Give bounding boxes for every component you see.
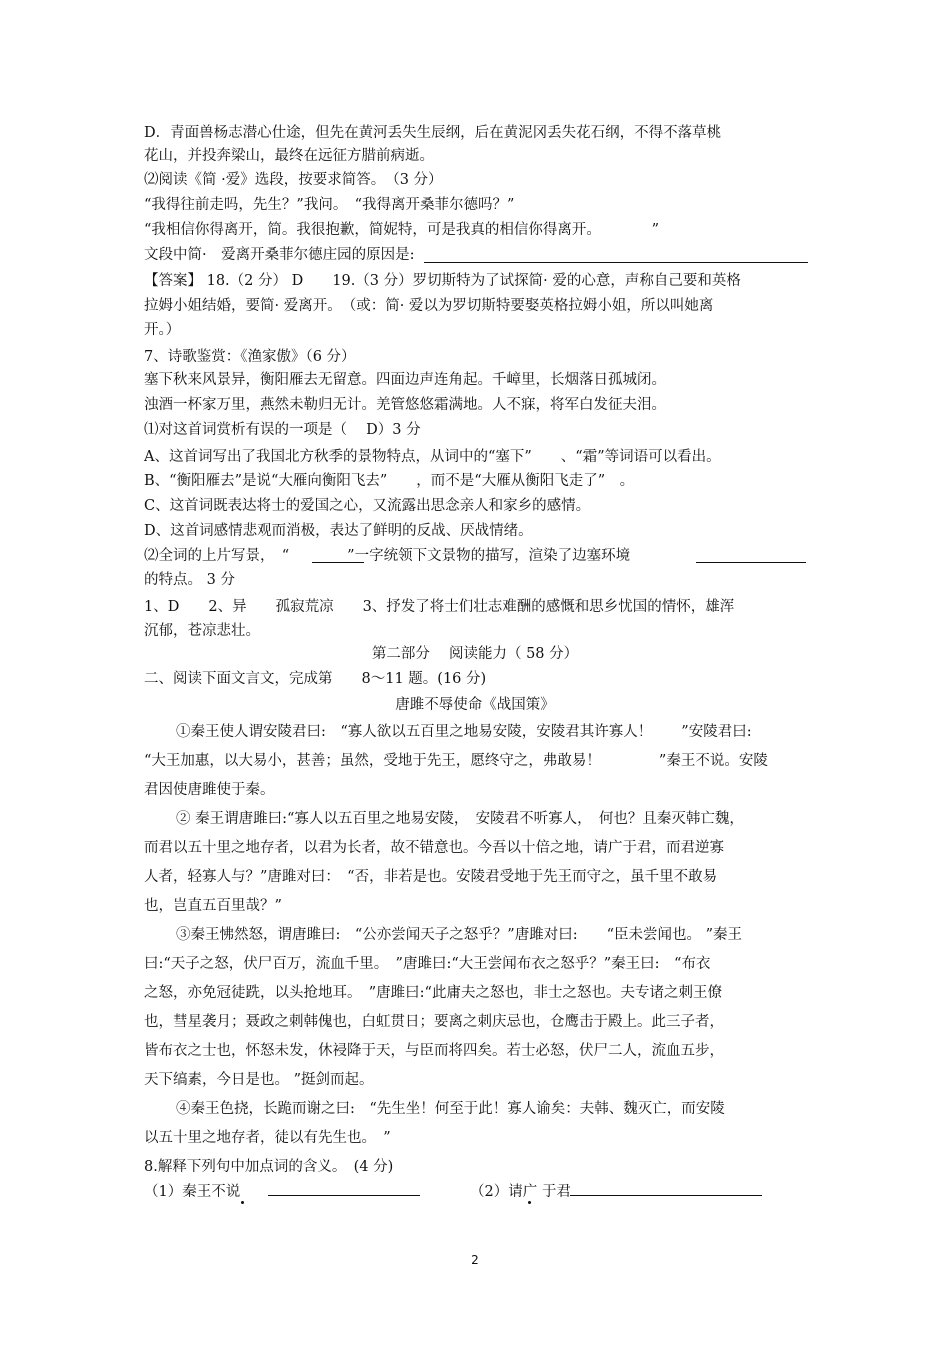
paragraph-start-line: ② 秦王谓唐雎曰:“寡人以五百里之地易安陵， 安陵君不听寡人， 何也？且秦灭韩亡魏，: [176, 811, 744, 827]
text-line: 人者，轻寡人与？”唐雎对曰： “否，非若是也。安陵君受地于先王而守之，虽千里不敢易: [144, 869, 718, 885]
text-line: 开。）: [144, 322, 181, 338]
text-line: A、这首词写出了我国北方秋季的景物特点，从词中的“塞下” 、“霜”等词语可以看出。: [144, 449, 721, 465]
text-line: 浊酒一杯家万里，燕然未勒归无计。羌管悠悠霜满地。人不寐，将军白发征夫泪。: [144, 397, 666, 413]
text-line: ⑴对这首词赏析有误的一项是（ D）3 分: [144, 422, 421, 438]
text-line: “我得往前走吗，先生？”我问。 “我得离开桑菲尔德吗？”: [144, 197, 515, 213]
text-line: D．青面兽杨志潜心仕途，但先在黄河丢失生辰纲，后在黄泥冈丢失花石纲，不得不落草桃: [144, 125, 722, 141]
text-line: 皆布衣之士也，怀怒未发，休祲降于天，与臣而将四矣。若士必怒，伏尸二人，流血五步，: [144, 1043, 724, 1059]
emphasis-dot-shuo: [241, 1201, 244, 1204]
text-line: 1、D 2、异 孤寂荒凉 3、抒发了将士们壮志难酬的感慨和思乡忧国的情怀，雄浑: [144, 599, 735, 615]
page-number: 2: [471, 1253, 479, 1267]
paragraph-start-line: ①秦王使人谓安陵君曰: “寡人欲以五百里之地易安陵，安陵君其许寡人！ ”安陵君曰:: [176, 724, 752, 740]
text-line: 二、阅读下面文言文，完成第 8～11 题。(16 分): [144, 671, 487, 687]
text-line: “大王加惠，以大易小，甚善；虽然，受地于先王，愿终守之，弗敢易！ ”秦王不说。安陵: [144, 753, 768, 769]
text-line: 君因使唐雎使于秦。: [144, 782, 275, 798]
question-item-1: （1）秦王不说: [144, 1184, 241, 1200]
text-line: 的特点。 3 分: [144, 572, 235, 588]
text-line: 塞下秋来风景异，衡阳雁去无留意。四面边声连角起。千嶂里，长烟落日孤城闭。: [144, 372, 666, 388]
text-line: ⑵全词的上片写景， “ ”一字统领下文景物的描写，渲染了边塞环境: [144, 548, 631, 564]
paragraph-start-line: ③秦王怫然怒，谓唐雎曰: “公亦尝闻天子之怒乎？”唐雎对曰: “臣未尝闻也。 ”秦王: [176, 927, 743, 943]
passage-title: 唐雎不辱使命《战国策》: [395, 697, 555, 713]
text-line: 也，彗星袭月；聂政之刺韩傀也，白虹贯日；要离之刺庆忌也，仓鹰击于殿上。此三子者，: [144, 1014, 724, 1030]
text-line: 8.解释下列句中加点词的含义。 (4 分): [144, 1159, 394, 1175]
answer-blank-reason[interactable]: [424, 262, 808, 263]
text-line: 而君以五十里之地存者，以君为长者，故不错意也。今吾以十倍之地，请广于君，而君逆寡: [144, 840, 724, 856]
text-line: B、“衡阳雁去”是说“大雁向衡阳飞去” ，而不是“大雁从衡阳飞走了” 。: [144, 473, 635, 489]
text-line: 文段中简· 爱离开桑菲尔德庄园的原因是:: [144, 247, 415, 263]
emphasis-dot-guang: [528, 1201, 531, 1204]
text-line: C、这首词既表达将士的爱国之心，又流露出思念亲人和家乡的感情。: [144, 498, 591, 514]
answer-blank-feature[interactable]: [696, 562, 806, 563]
answer-blank-char[interactable]: [312, 562, 364, 563]
question-item-2: （2）请广 于君: [470, 1184, 571, 1200]
answer-blank-q1[interactable]: [268, 1195, 420, 1196]
text-line: 【答案】 18.（2 分） D 19.（3 分）罗切斯特为了试探简· 爱的心意，声称自己要和英格: [144, 273, 741, 289]
text-line: 之怒，亦免冠徒跣，以头抢地耳。 ”唐雎曰:“此庸夫之怒也，非士之怒也。夫专诸之刺王僚: [144, 985, 722, 1001]
text-line: 天下缟素，今日是也。 ”挺剑而起。: [144, 1072, 374, 1088]
section-heading: 第二部分 阅读能力（ 58 分）: [371, 646, 579, 662]
text-line: 花山，并投奔梁山，最终在远征方腊前病逝。: [144, 148, 434, 164]
text-line: ⑵阅读《简 ·爱》选段，按要求简答。 （3 分）: [144, 172, 443, 188]
text-line: 曰:“天子之怒，伏尸百万，流血千里。 ”唐雎曰:“大王尝闻布衣之怒乎？”秦王曰: “布衣: [144, 956, 711, 972]
text-line: 也，岂直五百里哉？”: [144, 898, 282, 914]
text-line: 7、诗歌鉴赏：《渔家傲》（6 分）: [144, 349, 356, 365]
text-line: 以五十里之地存者，徒以有先生也。 ”: [144, 1130, 391, 1146]
paragraph-start-line: ④秦王色挠，长跪而谢之曰: “先生坐！何至于此！寡人谕矣：夫韩、魏灭亡，而安陵: [176, 1101, 725, 1117]
text-line: 拉姆小姐结婚，要简· 爱离开。 （或：简· 爱以为罗切斯特要娶英格拉姆小姐，所以叫她离: [144, 298, 714, 314]
text-line: 沉郁，苍凉悲壮。: [144, 623, 260, 639]
text-line: “我相信你得离开，简。我很抱歉，简妮特，可是我真的相信你得离开。 ”: [144, 222, 660, 238]
answer-blank-q2[interactable]: [570, 1195, 762, 1196]
text-line: D、这首词感情悲观而消极，表达了鲜明的反战、厌战情绪。: [144, 523, 533, 539]
